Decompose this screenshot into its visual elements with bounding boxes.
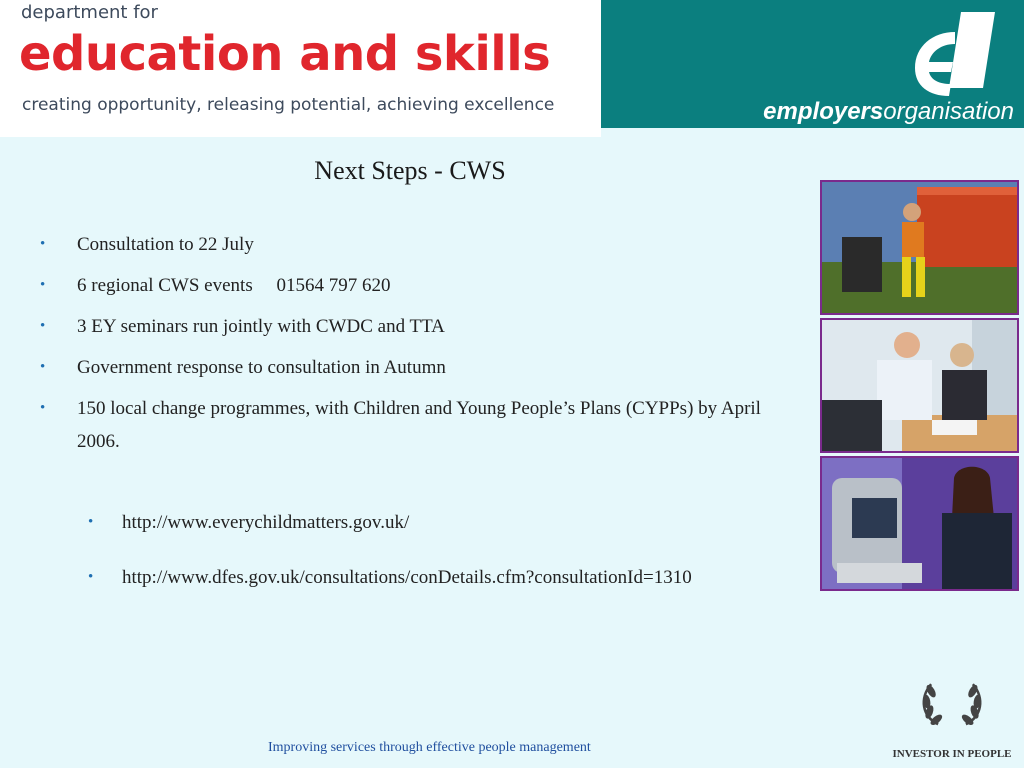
photo-meeting (820, 318, 1019, 453)
dept-line2: education and skills (19, 26, 551, 82)
bullet-item: • 150 local change programmes, with Children and Young People’s Plans (CYPPs) by April 2006. (40, 392, 780, 458)
meeting-photo-icon (822, 320, 1017, 451)
iip-label: INVESTOR IN PEOPLE (892, 748, 1012, 760)
org-name (763, 98, 1014, 126)
dept-line1: department for (21, 2, 158, 23)
employers-organisation-banner (601, 0, 1024, 128)
org-name-bold: employers (763, 98, 884, 125)
e-logo-icon (903, 6, 1003, 98)
footer-tagline: Improving services through effective people management (268, 740, 591, 755)
dfes-logo (0, 0, 601, 137)
org-name-regular: organisation (883, 98, 1014, 125)
slide-title: Next Steps - CWS (314, 156, 506, 185)
computer-photo-icon (822, 458, 1017, 589)
bullet-item: • 3 EY seminars run jointly with CWDC and TTA (40, 310, 780, 343)
link-list (88, 506, 788, 616)
investor-in-people-badge (884, 672, 1020, 764)
bullet-item: • Consultation to 22 July (40, 228, 780, 261)
dept-tagline: creating opportunity, releasing potential, achieving excellence (22, 95, 555, 115)
worker-photo-icon (822, 182, 1017, 313)
photo-worker (820, 180, 1019, 315)
bullet-item: • Government response to consultation in Autumn (40, 351, 780, 384)
photo-computer (820, 456, 1019, 591)
link-everychildmatters[interactable]: • http://www.everychildmatters.gov.uk/ (88, 506, 788, 539)
laurel-wreath-icon (884, 672, 1020, 752)
bullet-item: • 6 regional CWS events 01564 797 620 (40, 269, 780, 302)
bullet-list (40, 228, 780, 466)
link-dfes-consultation[interactable]: • http://www.dfes.gov.uk/consultations/conDetails.cfm?consultationId=1310 (88, 561, 788, 594)
